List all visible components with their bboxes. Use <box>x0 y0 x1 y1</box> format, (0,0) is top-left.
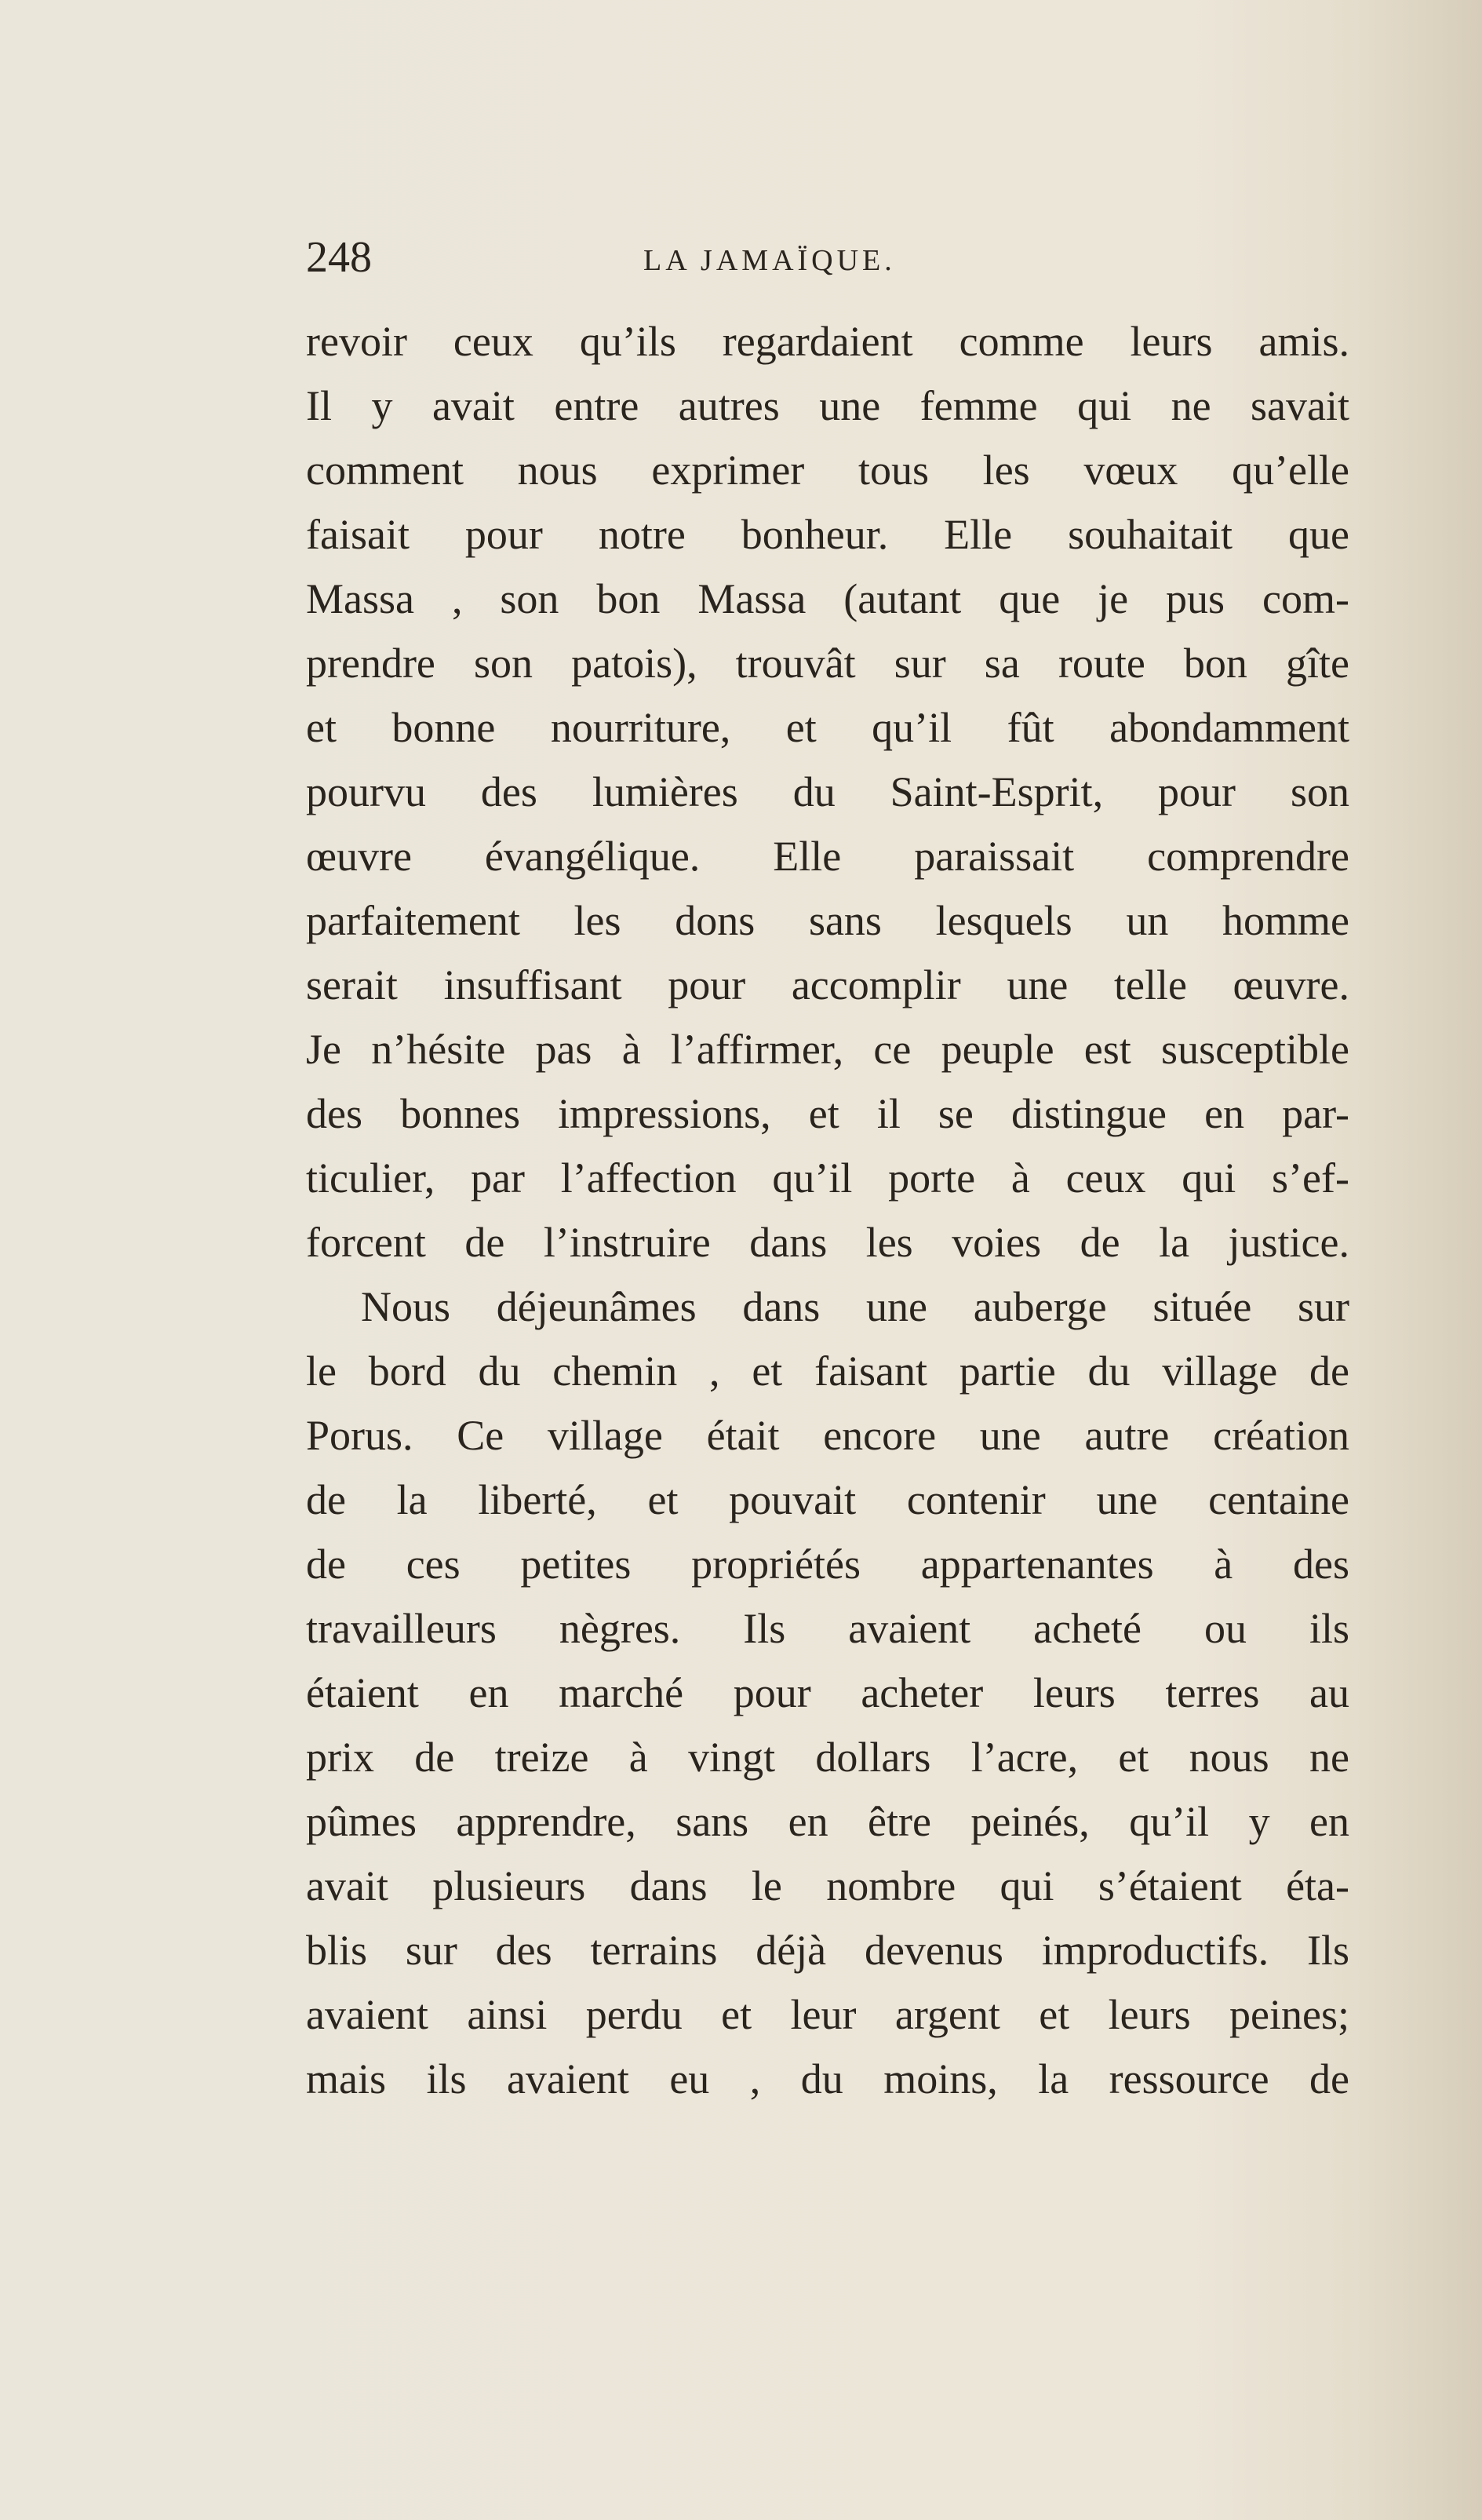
page-header <box>306 232 1348 287</box>
text-line: Massa , son bon Massa (autant que je pus com- <box>306 575 1349 622</box>
text-line: faisait pour notre bonheur. Elle souhaitait que <box>306 511 1349 558</box>
text-line: œuvre évangélique. Elle paraissait comprendre <box>306 833 1349 880</box>
text-line: pûmes apprendre, sans en être peinés, qu’il y en <box>306 1798 1349 1845</box>
text-line: prix de treize à vingt dollars l’acre, et nous ne <box>306 1734 1349 1781</box>
text-line: de la liberté, et pouvait contenir une centaine <box>306 1476 1349 1523</box>
running-title: LA JAMAÏQUE. <box>643 244 896 277</box>
text-line: avait plusieurs dans le nombre qui s’étaient éta- <box>306 1862 1349 1909</box>
text-line: et bonne nourriture, et qu’il fût abondamment <box>306 704 1349 751</box>
page-number: 248 <box>306 233 372 282</box>
text-line: parfaitement les dons sans lesquels un homme <box>306 897 1349 944</box>
body-text <box>306 309 1349 2111</box>
text-line: mais ils avaient eu , du moins, la ressource de <box>306 2055 1349 2102</box>
text-line: Il y avait entre autres une femme qui ne savait <box>306 382 1349 429</box>
text-line: le bord du chemin , et faisant partie du village de <box>306 1348 1349 1395</box>
text-line: comment nous exprimer tous les vœux qu’elle <box>306 447 1349 494</box>
text-line: Je n’hésite pas à l’affirmer, ce peuple est susceptible <box>306 1026 1349 1073</box>
text-line: pourvu des lumières du Saint-Esprit, pour son <box>306 768 1349 815</box>
text-line: de ces petites propriétés appartenantes à des <box>306 1541 1349 1588</box>
paragraph-start-line: Nous déjeunâmes dans une auberge située sur <box>361 1283 1349 1330</box>
text-line: ticulier, par l’affection qu’il porte à ceux qui s’ef- <box>306 1154 1349 1202</box>
text-line: Porus. Ce village était encore une autre création <box>306 1412 1349 1459</box>
text-line: prendre son patois), trouvât sur sa route bon gîte <box>306 640 1349 687</box>
text-line: travailleurs nègres. Ils avaient acheté ou ils <box>306 1605 1349 1652</box>
text-line: des bonnes impressions, et il se distingue en par- <box>306 1090 1349 1137</box>
text-line: serait insuffisant pour accomplir une telle œuvre. <box>306 961 1349 1008</box>
text-line: forcent de l’instruire dans les voies de la justice. <box>306 1219 1349 1266</box>
text-line: avaient ainsi perdu et leur argent et leurs peines; <box>306 1991 1349 2038</box>
text-line: étaient en marché pour acheter leurs terres au <box>306 1669 1349 1716</box>
text-line: blis sur des terrains déjà devenus improductifs. Ils <box>306 1927 1349 1974</box>
text-line: revoir ceux qu’ils regardaient comme leurs amis. <box>306 318 1349 365</box>
